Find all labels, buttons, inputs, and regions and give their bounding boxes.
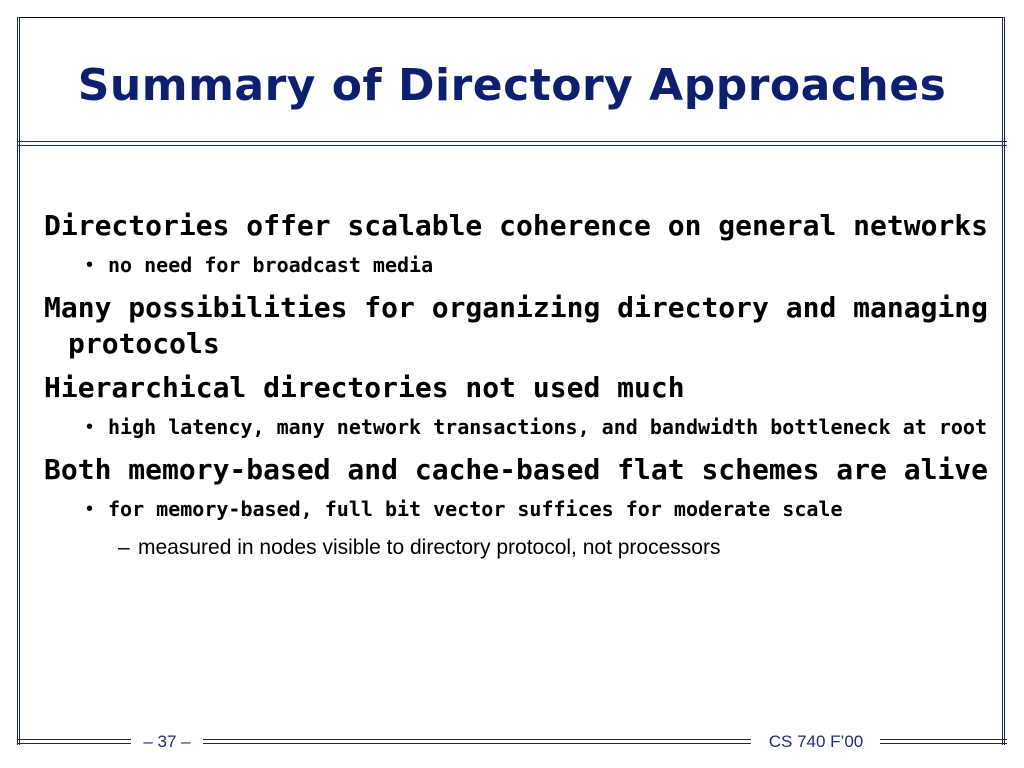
bullet-icon: •	[86, 498, 94, 520]
point-3-sub-1-text: high latency, many network transactions, and bandwidth bottleneck at root	[108, 415, 987, 439]
footer-rule-middle	[203, 739, 751, 744]
slide-content	[44, 208, 1004, 562]
point-2: Many possibilities for organizing directory and managing protocols	[44, 291, 989, 360]
point-3: Hierarchical directories not used much	[44, 371, 685, 404]
point-3-sub-1	[44, 414, 1004, 440]
slide-title: Summary of Directory Approaches	[77, 60, 947, 111]
page-number: – 37 –	[143, 732, 191, 751]
title-divider	[17, 141, 1007, 146]
dash-icon: –	[118, 536, 130, 559]
bullet-icon: •	[86, 254, 94, 276]
point-4: Both memory-based and cache-based flat schemes are alive	[44, 453, 989, 486]
footer-rule-right	[880, 739, 1007, 744]
point-1-sub-1	[44, 252, 1004, 278]
footer-rule-left	[17, 739, 131, 744]
bullet-icon: •	[86, 416, 94, 438]
point-4-sub-1	[44, 496, 1004, 522]
point-1: Directories offer scalable coherence on general networks	[44, 209, 989, 242]
point-1-sub-1-text: no need for broadcast media	[108, 253, 434, 277]
point-4-sub-1-text: for memory-based, full bit vector suffices for moderate scale	[108, 497, 843, 521]
point-4-sub-1-detail	[44, 534, 1004, 562]
course-label: CS 740 F’00	[768, 732, 864, 751]
point-4-sub-1-detail-text: measured in nodes visible to directory protocol, not processors	[138, 536, 721, 559]
